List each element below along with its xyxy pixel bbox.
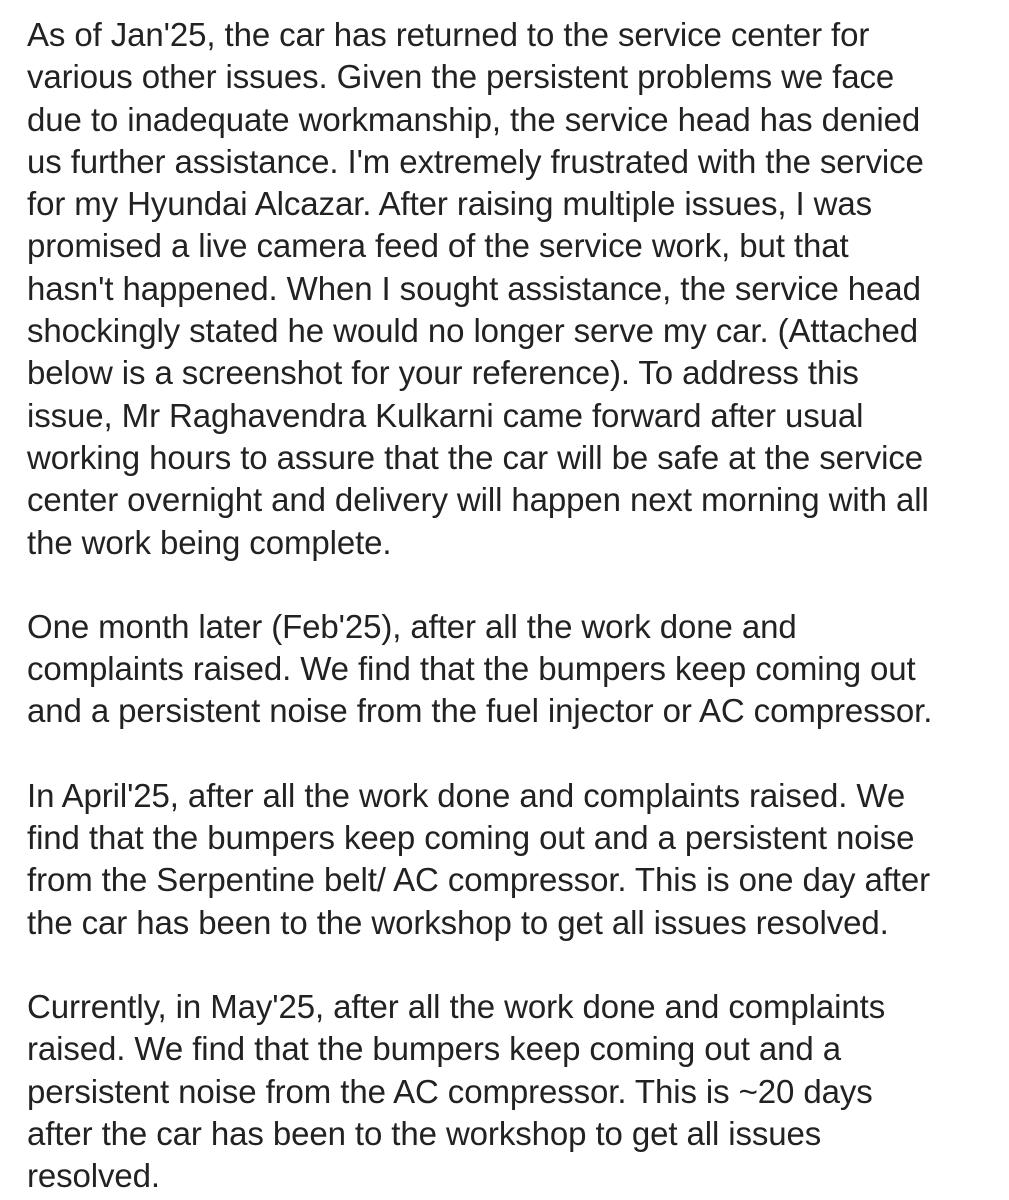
text-line: As of Jan'25, the car has returned to the service center for — [27, 16, 870, 53]
text-line: center overnight and delivery will happen next morning with all — [27, 481, 929, 519]
paragraph-spacer — [27, 733, 997, 775]
text-line: hasn't happened. When I sought assistance, the service head — [27, 269, 921, 307]
text-line: the car has been to the workshop to get all issues resolved. — [27, 903, 889, 941]
text-line: complaints raised. We find that the bumpers keep coming out — [27, 650, 916, 688]
text-line: raised. We find that the bumpers keep coming out and a — [27, 1030, 841, 1068]
text-line: shockingly stated he would no longer serve my car. (Attached — [27, 312, 918, 350]
text-line: due to inadequate workmanship, the service head has denied — [27, 100, 921, 138]
text-line: below is a screenshot for your reference). To address this — [27, 354, 859, 392]
text-line: In April'25, after all the work done and complaints raised. We — [27, 776, 906, 814]
text-line: and a persistent noise from the fuel injector or AC compressor. — [27, 692, 933, 730]
text-line: various other issues. Given the persistent problems we face — [27, 58, 895, 96]
text-line: Currently, in May'25, after all the work done and complaints — [27, 987, 886, 1025]
paragraph-jan-25 — [27, 14, 997, 564]
text-line: issue, Mr Raghavendra Kulkarni came forward after usual — [27, 396, 864, 434]
paragraph-april-25 — [27, 775, 997, 944]
text-line: promised a live camera feed of the service work, but that — [27, 227, 849, 265]
text-line: persistent noise from the AC compressor. This is ~20 days — [27, 1072, 873, 1110]
paragraph-feb-25 — [27, 606, 997, 733]
text-line: for my Hyundai Alcazar. After raising multiple issues, I was — [27, 185, 873, 223]
text-line: us further assistance. I'm extremely frustrated with the service — [27, 142, 924, 180]
text-line: One month later (Feb'25), after all the work done and — [27, 607, 797, 645]
text-line: find that the bumpers keep coming out and a persistent noise — [27, 819, 915, 857]
paragraph-spacer — [27, 564, 997, 606]
paragraph-may-25 — [27, 986, 997, 1197]
text-line: after the car has been to the workshop to get all issues — [27, 1114, 822, 1152]
text-line: resolved. — [27, 1157, 161, 1195]
paragraph-spacer — [27, 944, 997, 986]
text-line: from the Serpentine belt/ AC compressor. This is one day after — [27, 861, 930, 899]
text-line: the work being complete. — [27, 523, 392, 561]
document-body — [27, 14, 997, 1197]
text-line: working hours to assure that the car will be safe at the service — [27, 438, 924, 476]
